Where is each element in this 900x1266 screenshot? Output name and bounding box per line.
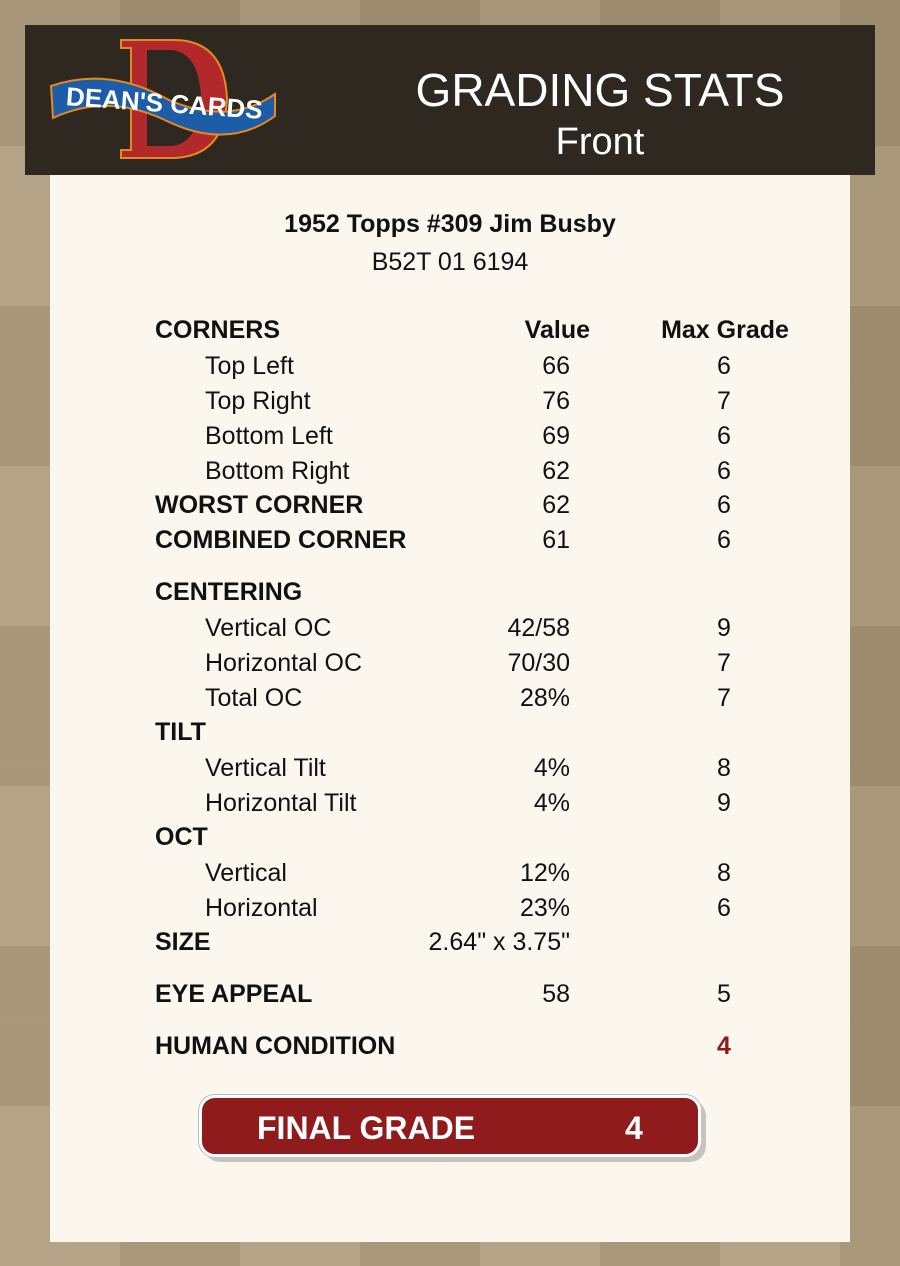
stat-value: 4% (533, 789, 570, 817)
stat-max: 8 (717, 859, 731, 887)
stat-label: Top Right (205, 387, 311, 415)
combined-corner-row (0, 526, 900, 558)
page-subtitle: Front (555, 121, 645, 163)
final-grade-label: FINAL GRADE (257, 1110, 476, 1146)
stat-value: 28% (519, 684, 570, 712)
stat-max: 6 (717, 894, 731, 922)
stat-label: HUMAN CONDITION (155, 1032, 396, 1060)
stat-max: 5 (717, 980, 731, 1008)
eye-appeal-row (0, 980, 900, 1012)
final-grade-value: 4 (625, 1110, 643, 1146)
stat-value: 23% (519, 894, 570, 922)
worst-corner-row (0, 491, 900, 523)
stat-value: 76 (542, 387, 570, 415)
stat-label: Top Left (205, 352, 294, 380)
stat-value: 66 (542, 352, 570, 380)
stat-value: 62 (542, 457, 570, 485)
stat-value: 69 (542, 422, 570, 450)
header (25, 25, 875, 175)
stat-row (0, 754, 900, 786)
stat-label: Horizontal OC (205, 649, 362, 677)
card-name: 1952 Topps #309 Jim Busby (284, 210, 616, 238)
stat-label: Bottom Left (205, 422, 333, 450)
section-label: CENTERING (155, 578, 303, 606)
stat-max: 6 (717, 491, 731, 519)
value-header: Value (524, 316, 590, 344)
section-centering (0, 578, 900, 610)
stat-row (0, 387, 900, 419)
stat-value: 4% (533, 754, 570, 782)
stat-row (0, 649, 900, 681)
stat-value: 58 (542, 980, 570, 1008)
stat-value: 2.64" x 3.75" (428, 928, 570, 956)
card-id: B52T 01 6194 (371, 248, 529, 276)
human-condition-row (0, 1032, 900, 1064)
stat-max: 6 (717, 457, 731, 485)
deans-cards-logo (49, 38, 279, 163)
section-label: OCT (155, 823, 208, 851)
stat-label: Horizontal (205, 894, 318, 922)
stat-value: 42/58 (507, 614, 570, 642)
stat-max: 7 (717, 684, 731, 712)
stat-max: 8 (717, 754, 731, 782)
stat-row (0, 894, 900, 926)
stat-label: Vertical OC (205, 614, 332, 642)
page-title: GRADING STATS (415, 64, 785, 116)
section-label: TILT (155, 718, 206, 746)
stat-row (0, 457, 900, 489)
svg-text:DEAN'S CARDS: DEAN'S CARDS (65, 81, 264, 125)
section-oct (0, 823, 900, 855)
stat-row (0, 614, 900, 646)
stat-label: EYE APPEAL (155, 980, 313, 1008)
stat-label: SIZE (155, 928, 211, 956)
stat-max: 7 (717, 387, 731, 415)
stat-label: Vertical (205, 859, 287, 887)
stat-label: Horizontal Tilt (205, 789, 357, 817)
stat-max: 4 (717, 1032, 731, 1060)
stat-value: 70/30 (507, 649, 570, 677)
stat-max: 9 (717, 789, 731, 817)
section-corners: CORNERS (155, 316, 281, 344)
stat-label: COMBINED CORNER (155, 526, 407, 554)
stat-value: 12% (519, 859, 570, 887)
stat-max: 6 (717, 526, 731, 554)
stat-value: 62 (542, 491, 570, 519)
size-row (0, 928, 900, 960)
stat-max: 6 (717, 422, 731, 450)
stat-row (0, 422, 900, 454)
stat-row (0, 352, 900, 384)
max-grade-header: Max Grade (661, 316, 789, 344)
stat-row (0, 684, 900, 716)
stat-max: 9 (717, 614, 731, 642)
stat-label: Total OC (205, 684, 303, 712)
stat-value: 61 (542, 526, 570, 554)
final-grade-banner (199, 1095, 701, 1157)
stat-row (0, 859, 900, 891)
column-header-row (0, 316, 900, 348)
stat-row (0, 789, 900, 821)
stat-label: Vertical Tilt (205, 754, 326, 782)
stat-label: WORST CORNER (155, 491, 364, 519)
section-tilt (0, 718, 900, 750)
stat-max: 6 (717, 352, 731, 380)
stat-label: Bottom Right (205, 457, 350, 485)
stat-max: 7 (717, 649, 731, 677)
